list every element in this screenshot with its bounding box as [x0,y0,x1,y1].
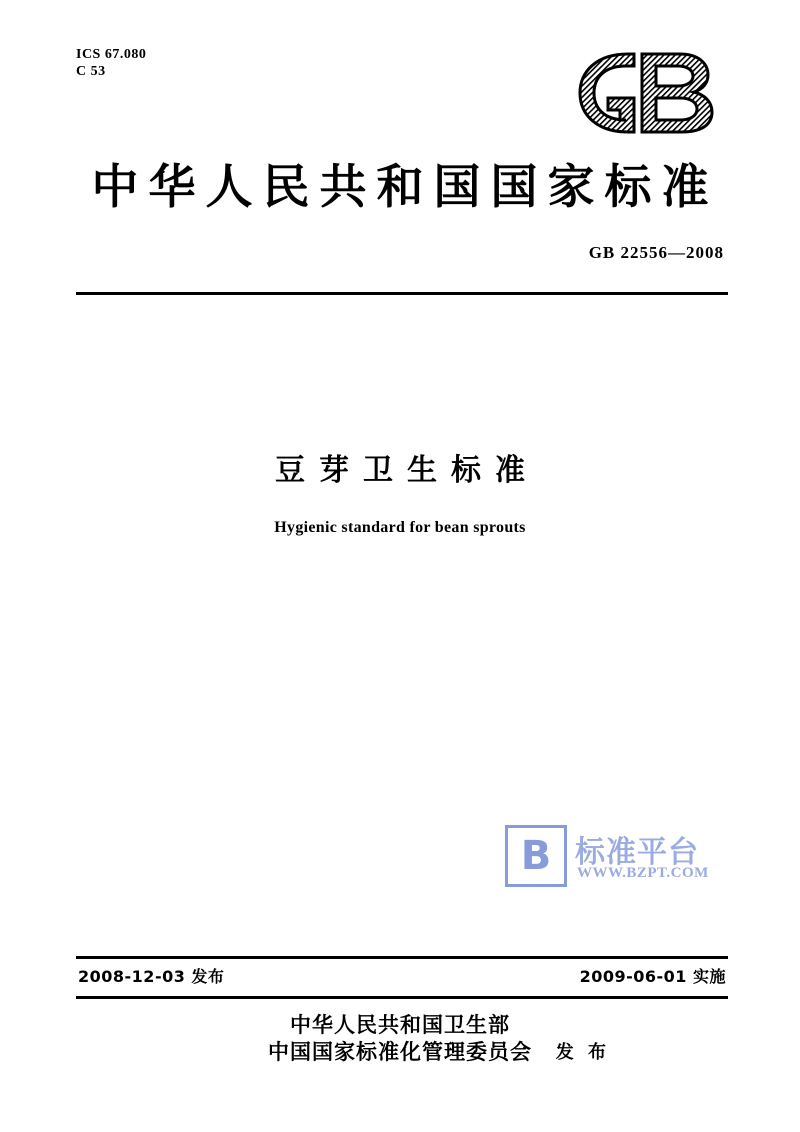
watermark-badge-icon: B [505,825,567,887]
publisher-block [0,1012,800,1066]
publisher-line-1: 中华人民共和国卫生部 [290,1013,510,1037]
footer-divider-bottom [76,996,728,999]
document-title-english: Hygienic standard for bean sprouts [274,519,526,536]
publisher-names [268,1012,610,1066]
watermark-text: 标准平台 [575,835,699,870]
standard-number: GB 22556—2008 [588,243,724,262]
watermark-url: WWW.BZPT.COM [577,865,709,881]
issue-date: 2008-12-03 发布 [78,967,225,986]
national-standard-title: 中华人民共和国国家标准 [91,160,719,215]
ics-code: ICS 67.080 [76,47,147,62]
gb-logo-icon [568,48,728,138]
document-title-chinese: 豆芽卫生标准 [275,453,539,488]
effective-date: 2009-06-01 实施 [579,967,726,986]
classification-block [76,46,146,80]
watermark [505,825,750,895]
header-divider [76,292,728,295]
ccs-code: C 53 [76,64,106,79]
footer-divider-top [76,956,728,959]
publisher-issue-label: 发 布 [555,1042,610,1063]
publisher-line-2: 中国国家标准化管理委员会 [268,1040,532,1064]
